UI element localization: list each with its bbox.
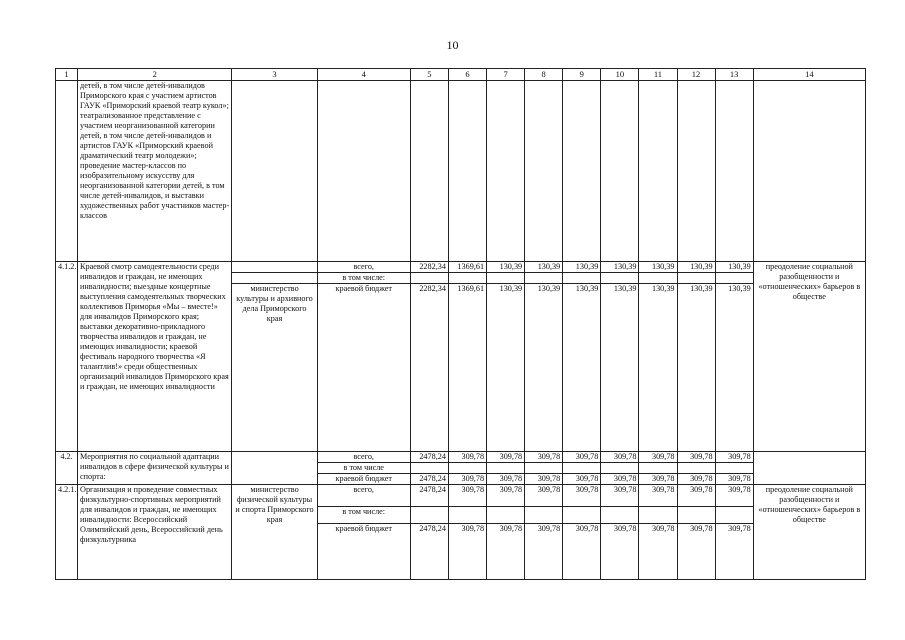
- funding-source: всего,: [317, 485, 410, 507]
- col-header: 3: [232, 69, 317, 81]
- col-header: 1: [56, 69, 78, 81]
- value-cell: 309,78: [448, 524, 486, 580]
- funding-source: в том числе:: [317, 273, 410, 284]
- col-header: 6: [448, 69, 486, 81]
- executor: министерство физической культуры и спорта Приморского края: [232, 485, 317, 580]
- expected-result: преодоление социальной разобщенности и «отношенческих» барьеров в обществе: [753, 485, 865, 580]
- page-number: 10: [446, 38, 459, 52]
- value-cell: 309,78: [639, 485, 677, 507]
- value-cell: 130,39: [639, 284, 677, 452]
- table-row: [56, 81, 866, 262]
- value-cell: 130,39: [487, 284, 525, 452]
- value-cell: 309,78: [715, 485, 753, 507]
- expected-result: преодоление социальной разобщенности и «отношенческих» барьеров в обществе: [753, 262, 865, 452]
- value-cell: 309,78: [487, 474, 525, 485]
- value-cell: 2478,24: [410, 485, 448, 507]
- value-cell: 309,78: [448, 474, 486, 485]
- col-header: 11: [639, 69, 677, 81]
- measure-text: детей, в том числе детей-инвалидов Приморского края с участием артистов ГАУК «Приморский краевой театр кукол»; театрализованное представление с участием неорганизованной категории детей, в том числе детей-инвалидов и артистов ГАУК «Приморский краевой драматический театр молодежи»; проведение мастер-классов по изобразительному искусству для неорганизованной категории детей, в том числе детей-инвалидов, и выставки художественных работ участников мастер-классов: [78, 81, 232, 262]
- funding-source: всего,: [317, 262, 410, 273]
- value-cell: 309,78: [563, 474, 601, 485]
- col-header: 12: [677, 69, 715, 81]
- value-cell: 1369,61: [448, 262, 486, 273]
- value-cell: 309,78: [525, 474, 563, 485]
- value-cell: 309,78: [639, 474, 677, 485]
- funding-source: краевой бюджет: [317, 284, 410, 452]
- value-cell: 309,78: [448, 485, 486, 507]
- value-cell: 130,39: [715, 262, 753, 273]
- funding-source: в том числе: [317, 463, 410, 474]
- value-cell: 309,78: [677, 452, 715, 463]
- value-cell: 1369,61: [448, 284, 486, 452]
- value-cell: 2282,34: [410, 262, 448, 273]
- table-row: [56, 452, 866, 463]
- executor: министерство культуры и архивного дела Приморского края: [232, 284, 317, 452]
- col-header: 2: [78, 69, 232, 81]
- value-cell: 309,78: [601, 474, 639, 485]
- funding-source: всего,: [317, 452, 410, 463]
- value-cell: 309,78: [715, 524, 753, 580]
- value-cell: 309,78: [525, 452, 563, 463]
- measure-text: Краевой смотр самодеятельности среди инвалидов и граждан, не имеющих инвалидности; выездные концертные выступления самодеятельных творческих коллективов Приморья «Мы – вместе!» для инвалидов Приморского края; выставки декоративно-прикладного творчества инвалидов и граждан, не имеющих инвалидности; краевой фестиваль народного творчества «Я талантлив!» среди общественных организаций инвалидов Приморского края и граждан, не имеющих инвалидности: [78, 262, 232, 452]
- row-number: 4.1.2.: [56, 262, 78, 452]
- measure-text: Мероприятия по социальной адаптации инвалидов в сфере физической культуры и спорта:: [78, 452, 232, 485]
- value-cell: 309,78: [677, 474, 715, 485]
- value-cell: 130,39: [601, 284, 639, 452]
- value-cell: 2478,24: [410, 452, 448, 463]
- value-cell: 309,78: [677, 524, 715, 580]
- value-cell: 2478,24: [410, 474, 448, 485]
- funding-source: краевой бюджет: [317, 524, 410, 580]
- value-cell: 130,39: [677, 262, 715, 273]
- col-header: 4: [317, 69, 410, 81]
- value-cell: 130,39: [563, 284, 601, 452]
- value-cell: 309,78: [563, 452, 601, 463]
- col-header: 9: [563, 69, 601, 81]
- value-cell: 309,78: [448, 452, 486, 463]
- value-cell: 130,39: [525, 262, 563, 273]
- col-header: 5: [410, 69, 448, 81]
- program-table: [55, 68, 866, 580]
- value-cell: 309,78: [563, 524, 601, 580]
- value-cell: 309,78: [639, 524, 677, 580]
- col-header: 7: [487, 69, 525, 81]
- value-cell: 309,78: [525, 485, 563, 507]
- value-cell: 2282,34: [410, 284, 448, 452]
- value-cell: 309,78: [639, 452, 677, 463]
- funding-source: краевой бюджет: [317, 474, 410, 485]
- value-cell: 130,39: [487, 262, 525, 273]
- row-number: 4.2.1.: [56, 485, 78, 580]
- value-cell: 309,78: [487, 485, 525, 507]
- value-cell: 309,78: [525, 524, 563, 580]
- table-row: [56, 262, 866, 273]
- value-cell: 309,78: [487, 452, 525, 463]
- value-cell: 309,78: [563, 485, 601, 507]
- value-cell: 130,39: [639, 262, 677, 273]
- value-cell: 2478,24: [410, 524, 448, 580]
- table-row: [56, 485, 866, 507]
- col-header: 14: [753, 69, 865, 81]
- value-cell: 309,78: [487, 524, 525, 580]
- col-header: 10: [601, 69, 639, 81]
- value-cell: 309,78: [715, 452, 753, 463]
- value-cell: 130,39: [563, 262, 601, 273]
- col-header: 8: [525, 69, 563, 81]
- header-row: [56, 69, 866, 81]
- measure-text: Организация и проведение совместных физкультурно-спортивных мероприятий для инвалидов и граждан, не имеющих инвалидности: Всероссийский Олимпийский день, Всероссийский день физкультурника: [78, 485, 232, 580]
- funding-source: в том числе:: [317, 507, 410, 524]
- col-header: 13: [715, 69, 753, 81]
- value-cell: 309,78: [677, 485, 715, 507]
- value-cell: 130,39: [525, 284, 563, 452]
- value-cell: 130,39: [677, 284, 715, 452]
- value-cell: 309,78: [601, 524, 639, 580]
- value-cell: 130,39: [715, 284, 753, 452]
- row-number: 4.2.: [56, 452, 78, 485]
- value-cell: 309,78: [601, 452, 639, 463]
- value-cell: 309,78: [715, 474, 753, 485]
- value-cell: 130,39: [601, 262, 639, 273]
- value-cell: 309,78: [601, 485, 639, 507]
